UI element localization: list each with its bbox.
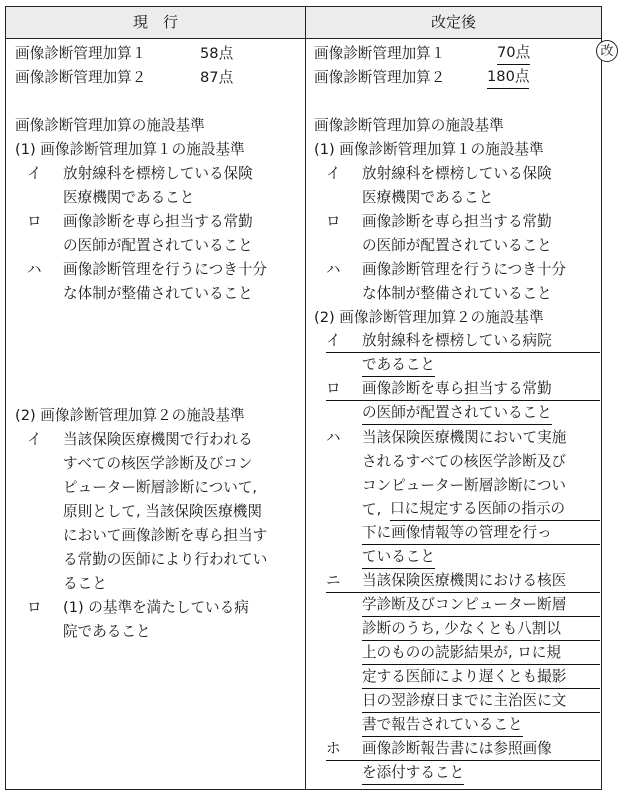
- item-text: 放射線科を標榜している保険: [362, 165, 552, 182]
- header-current: 現 行: [132, 13, 178, 31]
- point-name: 画像診断管理加算２: [15, 69, 147, 86]
- item-text: の医師が配置されていること: [63, 237, 253, 254]
- current-s1-item-ha-mark: ハ: [27, 261, 42, 278]
- item-text: 画像診断を専ら担当する常勤: [362, 213, 552, 230]
- item-text: 医療機関であること: [63, 189, 195, 206]
- item-text: の医師が配置されていること: [362, 237, 552, 254]
- item-text: されるすべての核医学診断及び: [362, 453, 567, 470]
- item-text: 診断のうち, 少なくとも八割以: [362, 618, 600, 641]
- point-score-changed: 180点: [487, 66, 529, 89]
- current-s2-item-ro-mark: ロ: [27, 599, 42, 616]
- current-s2-item-i-mark: イ: [27, 431, 42, 448]
- item-text: な体制が整備されていること: [362, 285, 552, 302]
- revised-s2-item-ha-mark: ハ: [326, 429, 341, 446]
- item-text: て,: [362, 501, 382, 518]
- revised-s1-item-ro-mark: ロ: [326, 213, 341, 230]
- table-header: [6, 7, 601, 39]
- current-section2-title: (2) 画像診断管理加算２の施設基準: [15, 407, 245, 424]
- revised-s2-item-ro-line: [326, 378, 600, 401]
- item-text: ること: [63, 575, 107, 592]
- item-text: の医師が配置されていること: [362, 402, 552, 425]
- point-name: 画像診断管理加算１: [314, 45, 446, 62]
- point-score: 58点: [200, 45, 234, 62]
- revised-section2-title: (2) 画像診断管理加算２の施設基準: [314, 309, 544, 326]
- item-text: を添付すること: [362, 762, 464, 785]
- revised-point-1: [314, 42, 531, 66]
- item-text: 当該保険医療機関において実施: [362, 429, 567, 446]
- item-text: 画像診断管理を行うにつき十分: [362, 261, 567, 278]
- point-name: 画像診断管理加算１: [15, 45, 147, 62]
- item-text: 放射線科を標榜している保険: [63, 165, 253, 182]
- item-text: すべての核医学診断及びコン: [63, 455, 253, 472]
- point-name: 画像診断管理加算２: [314, 69, 446, 86]
- comparison-table: [5, 6, 602, 790]
- item-text: 学診断及びコンピューター断層: [362, 594, 600, 617]
- item-text: 画像診断管理を行うにつき十分: [63, 261, 268, 278]
- item-text-changed: 下に画像情報等の管理を行っ: [362, 522, 600, 545]
- item-text: 日の翌診療日までに主治医に文: [362, 690, 600, 713]
- revised-section1-title: (1) 画像診断管理加算１の施設基準: [314, 141, 544, 158]
- item-mark: ニ: [326, 572, 341, 589]
- revised-s1-item-i-mark: イ: [326, 165, 341, 182]
- revised-s1-item-ha-mark: ハ: [326, 261, 341, 278]
- revised-point-2: [314, 66, 530, 90]
- current-s1-item-i-mark: イ: [27, 165, 42, 182]
- item-mark: ロ: [326, 380, 341, 397]
- item-text: な体制が整備されていること: [63, 285, 253, 302]
- item-text: 原則として, 当該保険医療機関: [63, 503, 262, 520]
- revision-badge: 改: [596, 40, 618, 62]
- item-text: 画像診断を専ら担当する常勤: [63, 213, 253, 230]
- point-score: 87点: [200, 69, 234, 86]
- revised-s2-item-i-line: [326, 330, 600, 353]
- header-revised: 改定後: [430, 13, 476, 31]
- item-text: 書で報告されていること: [362, 714, 523, 737]
- item-text-changed: 口に規定する医師の指示の: [390, 498, 600, 521]
- revised-standards-title: 画像診断管理加算の施設基準: [314, 117, 504, 134]
- item-text: (1) の基準を満たしている病: [63, 599, 249, 616]
- item-text: であること: [362, 354, 435, 377]
- item-text: ピューター断層診断について,: [63, 479, 258, 496]
- item-text: 当該保険医療機関で行われる: [63, 431, 253, 448]
- column-divider: [305, 7, 306, 789]
- revised-s2-item-ho-line: [326, 738, 600, 761]
- item-text: 定する医師により遅くとも撮影: [362, 666, 600, 689]
- item-text: 放射線科を標榜している病院: [362, 332, 552, 349]
- item-text: 画像診断報告書には参照画像: [362, 740, 552, 757]
- item-text: 上のものの読影結果が, ロに規: [362, 642, 600, 665]
- current-s1-item-ro-mark: ロ: [27, 213, 42, 230]
- item-mark: イ: [326, 332, 341, 349]
- item-text: る常勤の医師により行われてい: [63, 551, 268, 568]
- item-text: において画像診断を専ら担当す: [63, 527, 268, 544]
- current-standards-title: 画像診断管理加算の施設基準: [15, 117, 205, 134]
- current-section1-title: (1) 画像診断管理加算１の施設基準: [15, 141, 245, 158]
- item-mark: ホ: [326, 740, 341, 757]
- item-text: 医療機関であること: [362, 189, 494, 206]
- current-point-2: [15, 66, 234, 90]
- revised-s2-item-ni-line: [326, 570, 600, 593]
- current-point-1: [15, 42, 234, 66]
- point-score-changed: 70点: [497, 42, 530, 65]
- item-text: 当該保険医療機関における核医: [362, 572, 567, 589]
- item-text: 院であること: [63, 623, 151, 640]
- item-text: コンピューター断層診断につい: [362, 477, 567, 494]
- item-text-changed: ていること: [362, 546, 435, 569]
- item-text: 画像診断を専ら担当する常勤: [362, 380, 552, 397]
